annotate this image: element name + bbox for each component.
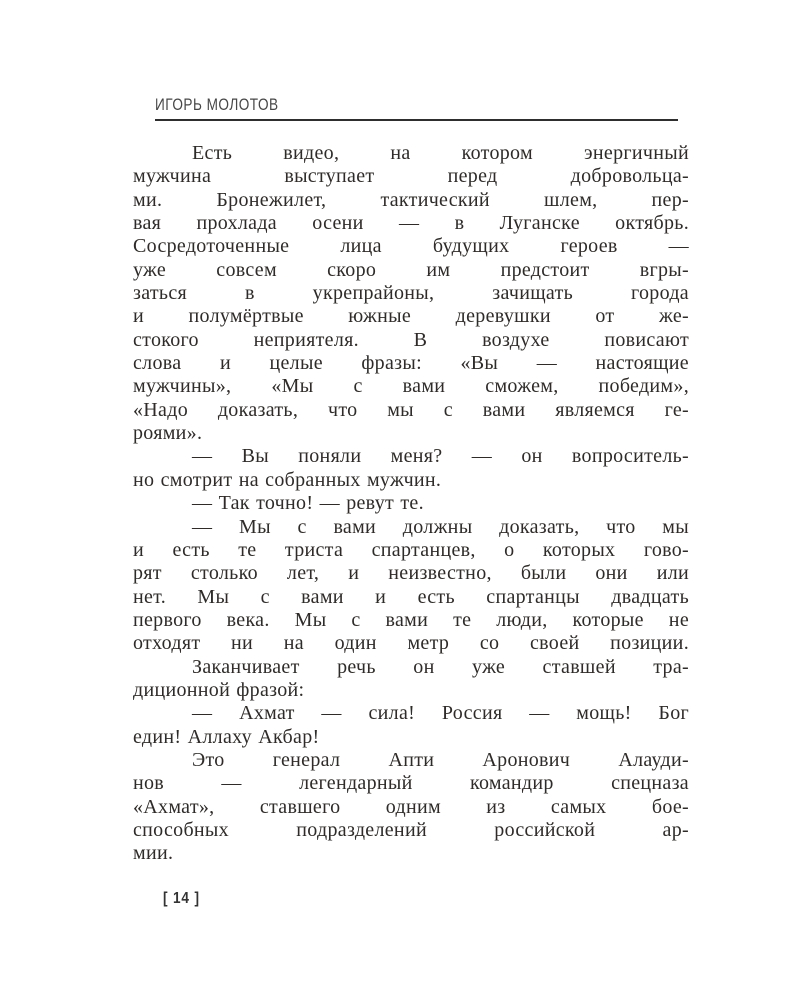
running-header-author: ИГОРЬ МОЛОТОВ bbox=[155, 95, 279, 114]
text-line: стокого неприятеля. В воздухе повисают bbox=[133, 328, 689, 351]
text-line: нов — легендарный командир спецназа bbox=[133, 772, 689, 795]
text-line: мужчины», «Мы с вами сможем, победим», bbox=[133, 375, 689, 398]
text-line: и есть те триста спартанцев, о которых гово- bbox=[133, 538, 689, 561]
text-line: рят столько лет, и неизвестно, были они или bbox=[133, 562, 689, 585]
text-line: мужчина выступает перед добровольца- bbox=[133, 165, 689, 188]
text-line: «Ахмат», ставшего одним из самых бое- bbox=[133, 795, 689, 818]
text-line: един! Аллаху Акбар! bbox=[133, 725, 320, 748]
text-line: но смотрит на собранных мужчин. bbox=[133, 468, 442, 491]
text-line: Заканчивает речь он уже ставшей тра- bbox=[192, 655, 689, 678]
header-rule bbox=[155, 119, 678, 121]
text-line: уже совсем скоро им предстоит вгры- bbox=[133, 258, 689, 281]
text-line: — Вы поняли меня? — он вопроситель- bbox=[192, 445, 689, 468]
text-line: отходят ни на один метр со своей позиции. bbox=[133, 632, 689, 655]
text-line: Сосредоточенные лица будущих героев — bbox=[133, 235, 689, 258]
text-line: нет. Мы с вами и есть спартанцы двадцать bbox=[133, 585, 689, 608]
page-number: [ 14 ] bbox=[163, 890, 200, 907]
text-line: заться в укрепрайоны, зачищать города bbox=[133, 282, 689, 305]
text-line: способных подразделений российской ар- bbox=[133, 818, 689, 841]
text-line: ми. Бронежилет, тактический шлем, пер- bbox=[133, 188, 689, 211]
text-line: мии. bbox=[133, 842, 174, 865]
text-line: — Ахмат — сила! Россия — мощь! Бог bbox=[192, 702, 689, 725]
text-line: Это генерал Апти Аронович Алауди- bbox=[192, 748, 689, 771]
text-line: — Так точно! — ревут те. bbox=[192, 492, 424, 515]
text-line: — Мы с вами должны доказать, что мы bbox=[192, 515, 689, 538]
text-line: Есть видео, на котором энергичный bbox=[192, 142, 689, 164]
page-body-text bbox=[133, 142, 689, 866]
text-line: роями». bbox=[133, 422, 203, 445]
text-line: «Надо доказать, что мы с вами являемся ге- bbox=[133, 398, 689, 421]
text-line: вая прохлада осени — в Луганске октябрь. bbox=[133, 212, 689, 235]
text-line: первого века. Мы с вами те люди, которые не bbox=[133, 608, 689, 631]
text-line: диционной фразой: bbox=[133, 678, 305, 701]
text-line: и полумёртвые южные деревушки от же- bbox=[133, 305, 689, 328]
text-line: слова и целые фразы: «Вы — настоящие bbox=[133, 352, 689, 375]
